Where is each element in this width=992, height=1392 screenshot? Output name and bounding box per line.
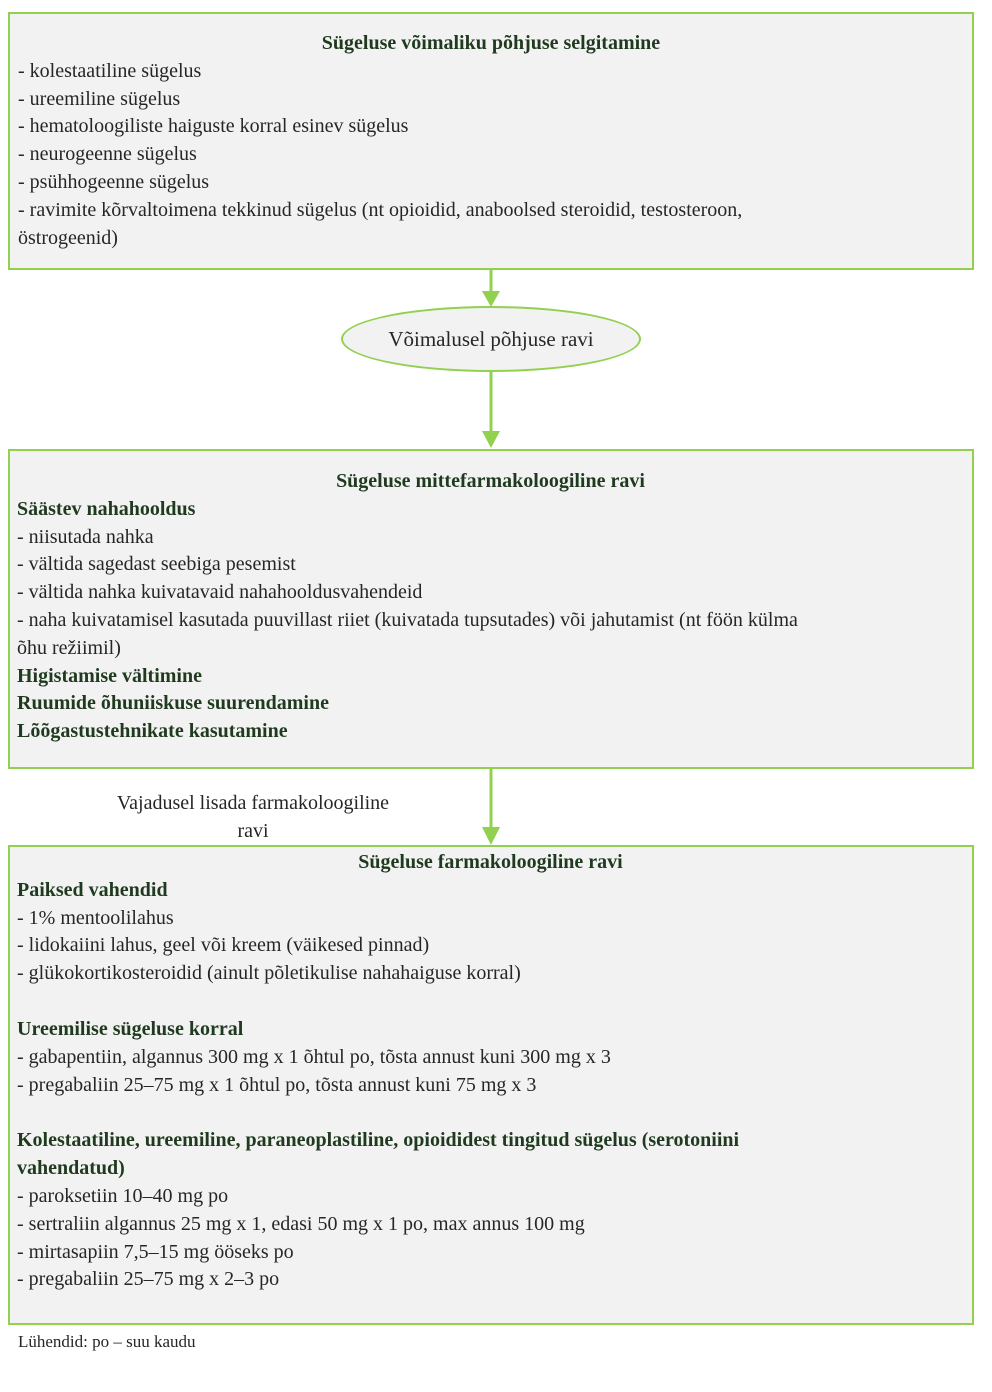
list-item: - naha kuivatamisel kasutada puuvillast riiet (kuivatada tupsutades) või jahutamist (nt föön külma (17, 608, 798, 631)
abbreviations-footnote: Lühendid: po – suu kaudu (18, 1332, 196, 1351)
list-item: - mirtasapiin 7,5–15 mg ööseks po (17, 1240, 294, 1263)
arrow-3-head (482, 827, 500, 845)
list-item: - vältida nahka kuivatavaid nahahooldusvahendeid (17, 581, 423, 604)
list-item: - pregabaliin 25–75 mg x 1 õhtul po, tõsta annust kuni 75 mg x 3 (17, 1073, 537, 1096)
list-item: - gabapentiin, algannus 300 mg x 1 õhtul po, tõsta annust kuni 300 mg x 3 (17, 1045, 611, 1068)
box-title: Sügeluse mittefarmakoloogiline ravi (336, 470, 645, 492)
list-item: - psühhogeenne sügelus (18, 170, 210, 193)
side-label-line: ravi (237, 820, 269, 842)
section-heading: Ruumide õhuniiskuse suurendamine (17, 692, 329, 715)
cause-treatment-ellipse (341, 306, 641, 372)
pharmacological-treatment-box (8, 845, 974, 1325)
section-heading: Lõõgastustehnikate kasutamine (17, 720, 288, 743)
list-item: - pregabaliin 25–75 mg x 2–3 po (17, 1268, 280, 1291)
list-item: - hematoloogiliste haiguste korral esinev sügelus (18, 115, 409, 138)
list-item: - neurogeenne sügelus (18, 143, 197, 166)
list-item: - paroksetiin 10–40 mg po (17, 1184, 229, 1207)
list-item: - kolestaatiline sügelus (18, 59, 202, 82)
box-title: Sügeluse võimaliku põhjuse selgitamine (321, 32, 661, 54)
arrow-1-head (482, 291, 500, 307)
section-heading: Higistamise vältimine (17, 664, 202, 687)
nonpharmacological-treatment-box (8, 449, 974, 769)
list-item: - niisutada nahka (17, 525, 154, 548)
list-item: õhu režiimil) (17, 636, 121, 659)
list-item: östrogeenid) (18, 226, 118, 249)
add-pharmacological-label (80, 789, 426, 845)
spacer (17, 988, 964, 1016)
section-heading: Kolestaatiline, ureemiline, paraneoplastiline, opioididest tingitud sügelus (serotoniini (17, 1129, 740, 1152)
list-item: - sertraliin algannus 25 mg x 1, edasi 50 mg x 1 po, max annus 100 mg (17, 1212, 585, 1235)
section-heading: Ureemilise sügeluse korral (17, 1017, 244, 1040)
list-item: - ureemiline sügelus (18, 87, 181, 110)
spacer (17, 1099, 964, 1127)
list-item: - vältida sagedast seebiga pesemist (17, 553, 296, 576)
list-item: - ravimite kõrvaltoimena tekkinud sügelus (nt opioidid, anaboolsed steroidid, testosteroon, (18, 198, 743, 221)
section-heading: vahendatud) (17, 1157, 125, 1180)
list-item: - lidokaiini lahus, geel või kreem (väikesed pinnad) (17, 934, 430, 957)
section-heading: Säästev nahahooldus (17, 497, 196, 520)
side-label-line: Vajadusel lisada farmakoloogiline (116, 792, 390, 814)
arrow-2-head (482, 431, 500, 448)
ellipse-label: Võimalusel põhjuse ravi (388, 326, 594, 351)
cause-identification-box (8, 12, 974, 270)
section-heading: Paiksed vahendid (17, 878, 168, 901)
list-item: - glükokortikosteroidid (ainult põletikulise nahahaiguse korral) (17, 962, 521, 985)
box-title: Sügeluse farmakoloogiline ravi (358, 851, 623, 873)
list-item: - 1% mentoolilahus (17, 906, 174, 929)
